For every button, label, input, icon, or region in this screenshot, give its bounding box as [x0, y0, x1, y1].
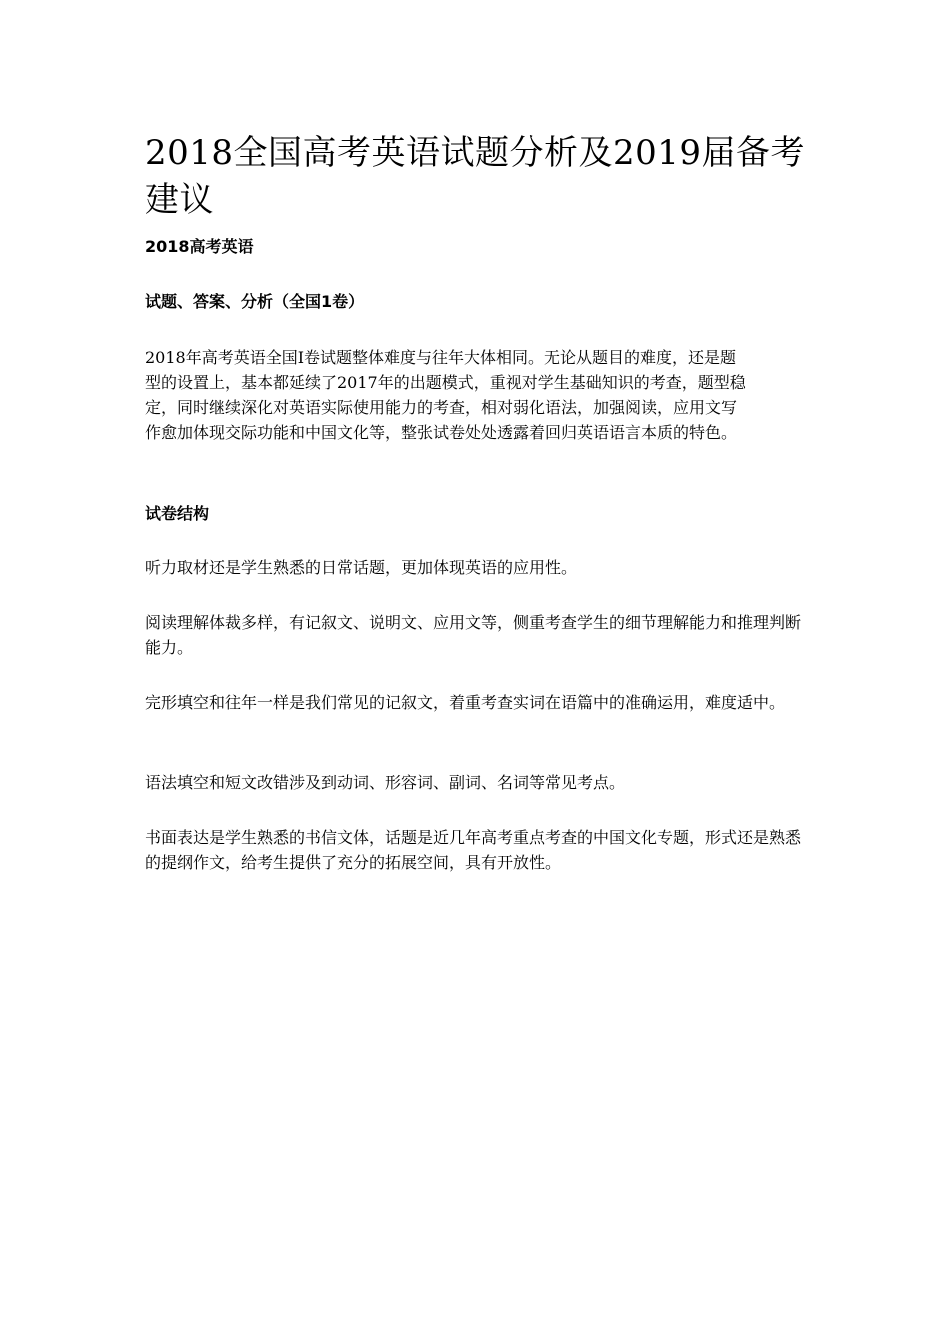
- structure-paragraph-listening: 听力取材还是学生熟悉的日常话题，更加体现英语的应用性。: [145, 558, 578, 577]
- structure-paragraph-writing: 书面表达是学生熟悉的书信文体，话题是近几年高考重点考查的中国文化专题，形式还是熟悉的提纲作文，给考生提供了充分的拓展空间，具有开放性。: [145, 828, 802, 872]
- document-title: 2018全国高考英语试题分析及2019届备考建议: [145, 133, 806, 220]
- intro-paragraph: 2018年高考英语全国I卷试题整体难度与往年大体相同。无论从题目的难度，还是题型的设置上，基本都延续了2017年的出题模式，重视对学生基础知识的考查，题型稳定，同时继续深化对英语实际使用能力的考查，相对弱化语法，加强阅读，应用文写作愈加体现交际功能和中国文化等，整张试卷处处透露着回归英语语言本质的特色。: [145, 348, 746, 442]
- document-subtitle: 2018高考英语: [145, 237, 254, 256]
- structure-paragraph-cloze: 完形填空和往年一样是我们常见的记叙文，着重考查实词在语篇中的准确运用，难度适中。: [145, 693, 786, 712]
- structure-paragraph-reading: 阅读理解体裁多样，有记叙文、说明文、应用文等，侧重考查学生的细节理解能力和推理判断能力。: [145, 613, 802, 657]
- section-heading: 试题、答案、分析（全国1卷）: [145, 292, 365, 311]
- structure-heading: 试卷结构: [145, 504, 210, 523]
- structure-paragraph-grammar: 语法填空和短文改错涉及到动词、形容词、副词、名词等常见考点。: [145, 773, 626, 792]
